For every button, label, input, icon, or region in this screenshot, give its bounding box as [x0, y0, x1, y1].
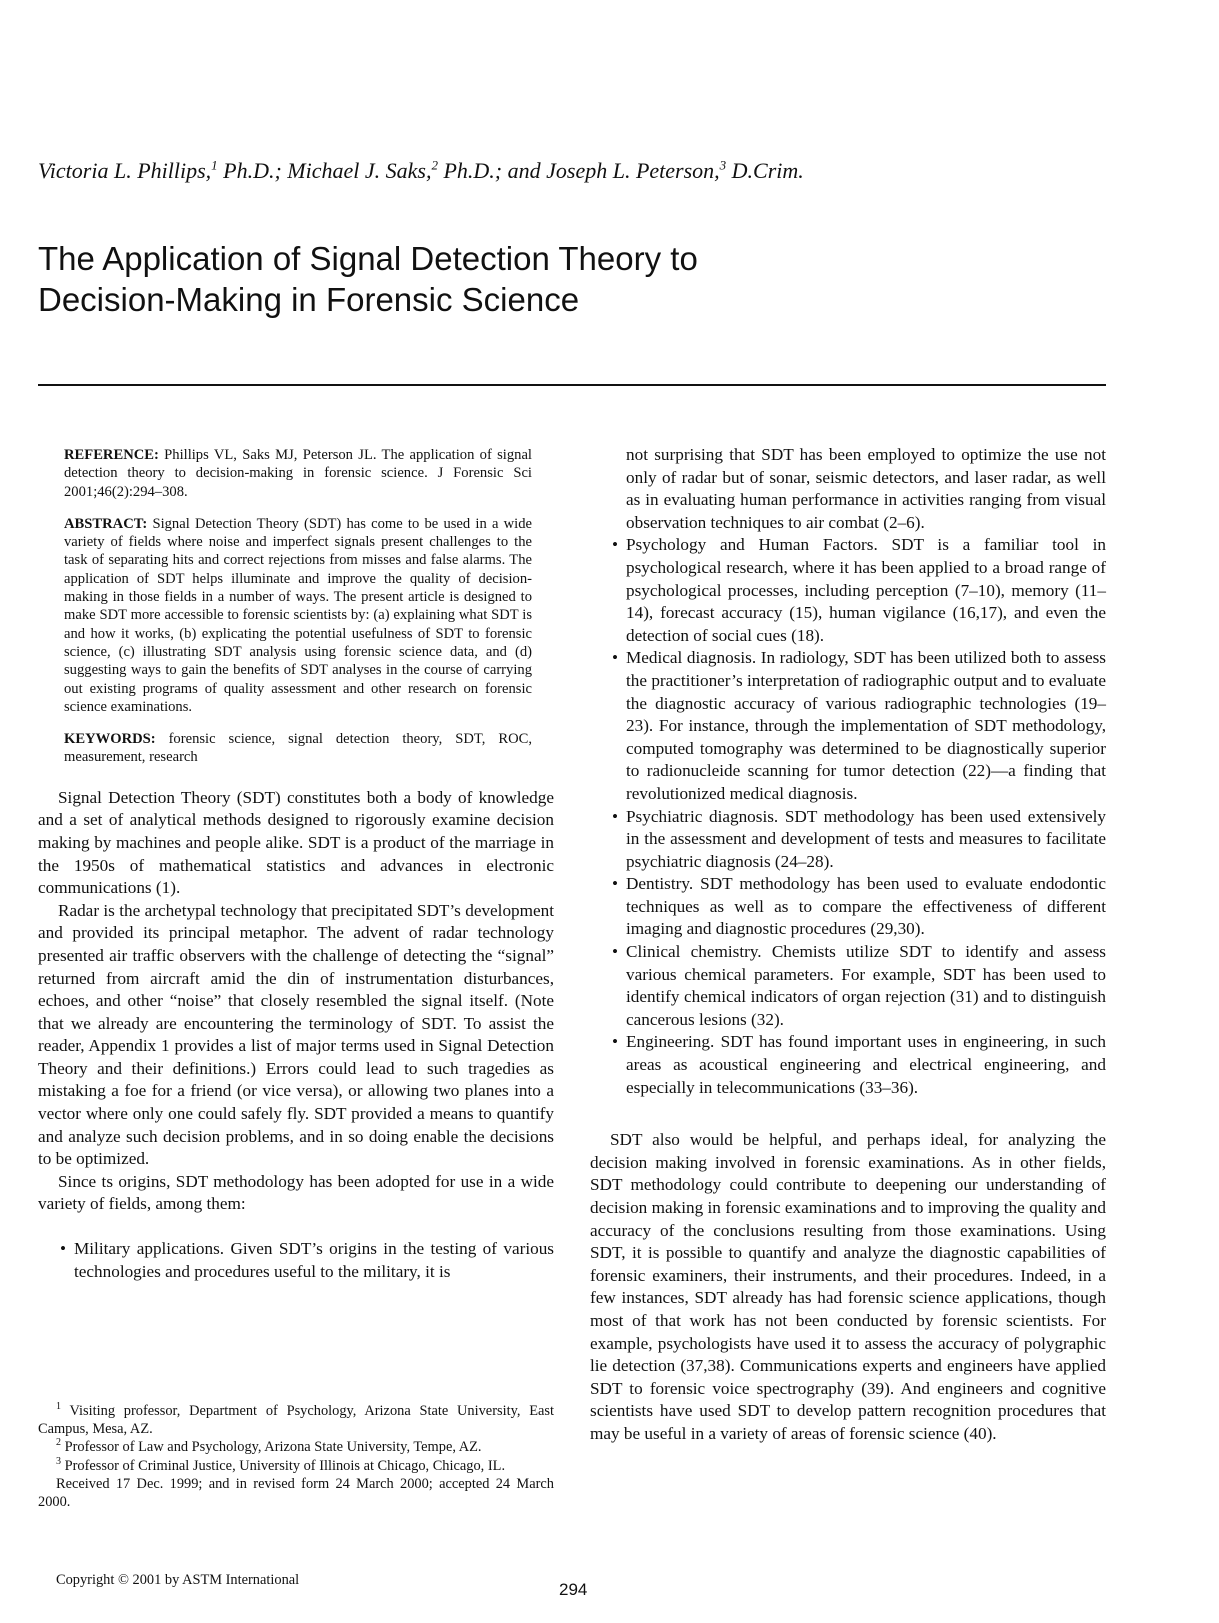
author-2-degree: Ph.D.; and Joseph L. Peterson,: [437, 158, 720, 183]
body-paragraph: Signal Detection Theory (SDT) constitutes both a body of knowledge and a set of analytical methods designed to rigorously examine decision making by machines and people alike. SDT is a product of the marriage in the 1950s of mathematical statistics and advances in electronic communications (1).: [38, 787, 554, 898]
bullet-continuation: not surprising that SDT has been employed to optimize the use not only of radar but of sonar, seismic detectors, and laser radar, as well as in evaluating human performance in activities ranging from visual observation techniques to air combat (2–6).: [626, 445, 1106, 532]
footnote-1-sup: 1: [56, 1401, 61, 1413]
author-1-sup: 1: [211, 157, 218, 173]
title-line-2: Decision-Making in Forensic Science: [38, 281, 580, 318]
bullet-glyph: •: [60, 1239, 67, 1259]
bullet-glyph: •: [612, 806, 619, 826]
field-list-left: [38, 1238, 554, 1283]
keywords-label: KEYWORDS:: [64, 731, 156, 748]
footnote-2: [38, 1438, 554, 1456]
bullet-glyph: •: [612, 1032, 619, 1052]
abstract-text: Signal Detection Theory (SDT) has come to be used in a wide variety of fields where noise and imperfect signals present challenges to the task of separating hits and correct rejections from misses and false alarms. The application of SDT helps illuminate and improve the quality of decision-making in those fields in a number of ways. The present article is designed to make SDT more accessible to forensic scientists by: (a) explaining what SDT is and how it works, (b) explicating the potential usefulness of SDT to forensic science, (c) illustrating SDT analysis using forensic science data, and (d) suggesting ways to gain the benefits of SDT analyses in the course of carrying out existing programs of quality assessment and other research on forensic science examinations.: [64, 515, 532, 715]
author-1-name: Victoria L. Phillips,: [38, 158, 212, 183]
copyright-notice: Copyright © 2001 by ASTM International: [56, 1572, 300, 1588]
bullet-glyph: •: [612, 874, 619, 894]
footnote-2-text: Professor of Law and Psychology, Arizona State University, Tempe, AZ.: [61, 1439, 482, 1456]
author-2-sup: 2: [431, 157, 438, 173]
list-item-text: Clinical chemistry. Chemists utilize SDT to identify and assess various chemical parameters. For example, SDT has been used to identify chemical indicators of organ rejection (31) and to distinguish cancerous lesions (32).: [626, 942, 1106, 1029]
list-item-text: Psychology and Human Factors. SDT is a familiar tool in psychological research, where it has been applied to a broad range of psychological processes, including perception (7–10), memory (11–14), forecast accuracy (15), human vigilance (16,17), and even the detection of social cues (18).: [626, 535, 1106, 645]
bullet-glyph: •: [612, 942, 619, 962]
field-list-right: [590, 534, 1106, 1099]
right-column: [590, 444, 1106, 1446]
list-item-text: Engineering. SDT has found important uses in engineering, in such areas as acoustical engineering and electrical engineering, and especially in telecommunications (33–36).: [626, 1032, 1106, 1097]
keywords-paragraph: [64, 730, 532, 767]
abstract-paragraph: [64, 515, 532, 716]
author-1-degree: Ph.D.; Michael J. Saks,: [217, 158, 432, 183]
footnote-1-text: Visiting professor, Department of Psychology, Arizona State University, East Campus, Mesa, AZ.: [38, 1403, 554, 1438]
left-column: [38, 446, 554, 1283]
body-paragraph: SDT also would be helpful, and perhaps ideal, for analyzing the decision making involved in forensic examinations. As in other fields, SDT methodology could contribute to deepening our understanding of decision making in forensic examinations and to improving the quality and accuracy of the conclusions resulting from those examinations. Using SDT, it is possible to quantify and analyze the diagnostic capabilities of forensic examiners, their instruments, and their procedures. Indeed, in a few instances, SDT already has had forensic science applications, though most of that work has not been conducted by forensic scientists. For example, psychologists have used it to assess the accuracy of polygraphic lie detection (37,38). Communications experts and engineers have applied SDT to forensic voice spectrography (39). And engineers and cognitive scientists have used SDT to develop pattern recognition procedures that may be useful in a variety of areas of forensic science (40).: [590, 1130, 1106, 1443]
title-line-1: The Application of Signal Detection Theory to: [38, 240, 698, 277]
body-paragraph: Since ts origins, SDT methodology has been adopted for use in a wide variety of fields, among them:: [38, 1171, 554, 1214]
body-paragraph: Radar is the archetypal technology that precipitated SDT’s development and provided its principal metaphor. The advent of radar technology presented air traffic observers with the challenge of detecting the “signal” returned from aircraft amid the din of instrumentation disturbances, echoes, and other “noise” that closely resembled the signal itself. (Note that we already are encountering the terminology of SDT. To assist the reader, Appendix 1 provides a list of major terms used in Signal Detection Theory and their definitions.) Errors could lead to such tragedies as mistaking a foe for a friend (or vice versa), or allowing two planes into a vector where only one could safely fly. SDT provided a means to quantify and analyze such decision problems, and in so doing enable the decisions to be optimized.: [38, 900, 554, 1169]
bullet-glyph: •: [612, 535, 619, 555]
footnote-3-sup: 3: [56, 1455, 61, 1467]
bullet-glyph: •: [612, 648, 619, 668]
keywords-text: forensic science, signal detection theory, SDT, ROC, measurement, research: [64, 731, 532, 766]
author-line: [38, 158, 804, 184]
author-3-degree: D.Crim.: [726, 158, 804, 183]
footnote-3: [38, 1457, 554, 1475]
list-item: [590, 941, 1106, 1031]
author-3-sup: 3: [719, 157, 727, 173]
footnote-1: [38, 1402, 554, 1438]
list-item: [38, 1238, 554, 1283]
page-number: 294: [559, 1580, 588, 1599]
list-item: [590, 806, 1106, 874]
list-item-text: Dentistry. SDT methodology has been used to evaluate endodontic techniques as well as to compare the effectiveness of different imaging and diagnostic procedures (29,30).: [626, 874, 1106, 939]
abstract-block: [64, 446, 532, 767]
reference-label: REFERENCE:: [64, 447, 159, 463]
left-body: [38, 787, 554, 1283]
right-body: [590, 1129, 1106, 1445]
paper-title: [38, 238, 938, 320]
list-item-text: Military applications. Given SDT’s origins in the testing of various technologies and procedures useful to the military, it is: [74, 1239, 554, 1281]
footnote-2-sup: 2: [56, 1437, 61, 1449]
received-note: Received 17 Dec. 1999; and in revised form 24 March 2000; accepted 24 March 2000.: [38, 1475, 554, 1511]
list-item-text: Psychiatric diagnosis. SDT methodology has been used extensively in the assessment and development of tests and measures to facilitate psychiatric diagnosis (24–28).: [626, 806, 1106, 871]
list-item: [590, 647, 1106, 805]
abstract-label: ABSTRACT:: [64, 515, 148, 532]
reference-text: Phillips VL, Saks MJ, Peterson JL. The application of signal detection theory to decision-making in forensic science. J Forensic Sci 2001;46(2):294–308.: [64, 447, 532, 500]
list-item: [590, 534, 1106, 647]
title-divider: [38, 384, 1106, 386]
footnote-3-text: Professor of Criminal Justice, University of Illinois at Chicago, Chicago, IL.: [61, 1457, 506, 1474]
list-item: [590, 1031, 1106, 1099]
footnotes: [38, 1402, 554, 1511]
reference-paragraph: [64, 446, 532, 501]
list-item-text: Medical diagnosis. In radiology, SDT has been utilized both to assess the practitioner’s interpretation of radiographic output and to evaluate the diagnostic accuracy of various radiographic technologies (19–23). For instance, through the implementation of SDT methodology, computed tomography was determined to be diagnostically superior to radionucleide scanning for tumor detection (22)—a finding that revolutionized medical diagnosis.: [626, 648, 1106, 803]
list-item: [590, 873, 1106, 941]
